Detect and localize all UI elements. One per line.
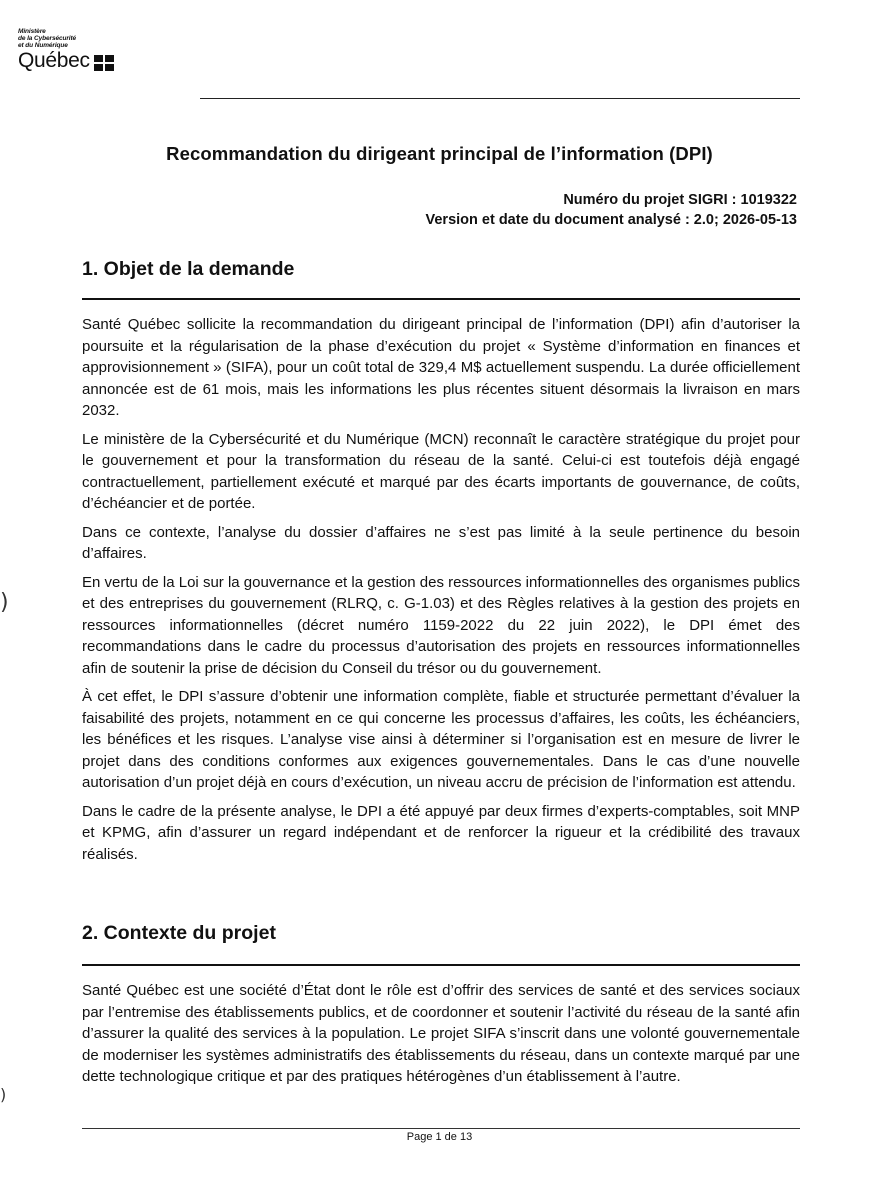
project-number: Numéro du projet SIGRI : 1019322 — [563, 192, 797, 208]
section-divider — [82, 298, 800, 300]
wordmark-row — [18, 49, 114, 73]
project-metadata — [425, 190, 797, 230]
section-heading: 1. Objet de la demande — [82, 258, 295, 280]
footer-divider — [82, 1128, 800, 1129]
ministry-line: et du Numérique — [18, 42, 68, 49]
paragraph: Dans ce contexte, l’analyse du dossier d’affaires ne s’est pas limité à la seule pertinence du besoin d’affaires. — [82, 523, 800, 562]
binding-hole-mark-icon: ) — [0, 1085, 7, 1104]
section-body — [82, 314, 800, 872]
quebec-ministry-logo — [18, 28, 114, 73]
section-heading: 2. Contexte du projet — [82, 922, 276, 944]
paragraph: Santé Québec sollicite la recommandation du dirigeant principal de l’information (DPI) afin d’autoriser la poursuite et la régularisation de la phase d’exécution du projet « Système d’information en finances et approvisionnement » (SIFA), pour un coût total de 329,4 M$ actuellement suspendu. La durée officiellement annoncée est de 61 mois, mais les informations les plus récentes situent désormais la livraison en mars 2032. — [82, 316, 800, 419]
fleurdelise-flag-icon — [94, 55, 114, 71]
page-number: Page 1 de 13 — [406, 1131, 473, 1143]
quebec-wordmark: Québec — [18, 49, 90, 72]
header-divider — [200, 98, 800, 99]
ministry-line: Ministère — [18, 28, 46, 35]
ministry-name — [18, 28, 114, 49]
ministry-line: de la Cybersécurité — [18, 35, 77, 42]
paragraph: En vertu de la Loi sur la gouvernance et la gestion des ressources informationnelles des organismes publics et des entreprises du gouvernement (RLRQ, c. G-1.03) et des Règles relatives à la gestion des projets en ressources informationnelles (décret numéro 1159-2022 du 22 juin 2022), le DPI émet des recommandations dans le cadre du processus d’autorisation des projets en ressources informationnelles afin de soutenir la prise de décision du Conseil du trésor ou du gouvernement. — [82, 573, 800, 677]
paragraph: À cet effet, le DPI s’assure d’obtenir une information complète, fiable et structurée permettant d’évaluer la faisabilité des projets, notamment en ce qui concerne les processus d’affaires, les coûts, les échéanciers, les bénéfices et les risques. L’analyse vise ainsi à déterminer si l’organisation est en mesure de livrer le projet dans des conditions conformes aux exigences gouvernementales. Dans le cas d’une nouvelle autorisation d’un projet déjà en cours d’exécution, un niveau accru de précision de l’information est attendu. — [82, 688, 800, 791]
paragraph: Le ministère de la Cybersécurité et du Numérique (MCN) reconnaît le caractère stratégique du projet pour le gouvernement et pour la transformation du réseau de la santé. Celui-ci est toutefois déjà engagé contractuellement, partiellement exécuté et marqué par des écarts importants de gouvernance, de coûts, d’échéancier et de portée. — [82, 430, 800, 512]
paragraph: Santé Québec est une société d’État dont le rôle est d’offrir des services de santé et des services sociaux par l’entremise des établissements publics, et de coordonner et soutenir l’activité du réseau de la santé afin d’assurer la qualité des services à la population. Le projet SIFA s’inscrit dans une volonté gouvernementale de moderniser les systèmes administratifs des établissements du réseau, dans un contexte marqué par une dette technologique critique et par des pratiques hétérogènes d’un établissement à l’autre. — [82, 982, 800, 1085]
document-title: Recommandation du dirigeant principal de l’information (DPI) — [166, 143, 713, 164]
binding-hole-mark-icon: ) — [0, 590, 9, 615]
paragraph: Dans le cadre de la présente analyse, le DPI a été appuyé par deux firmes d’experts-comptables, soit MNP et KPMG, afin d’assurer un regard indépendant et de renforcer la rigueur et la crédibilité des travaux réalisés. — [82, 802, 800, 863]
section-divider — [82, 964, 800, 966]
section-body — [82, 980, 800, 1095]
document-version: Version et date du document analysé : 2.0; 2026-05-13 — [425, 212, 797, 228]
